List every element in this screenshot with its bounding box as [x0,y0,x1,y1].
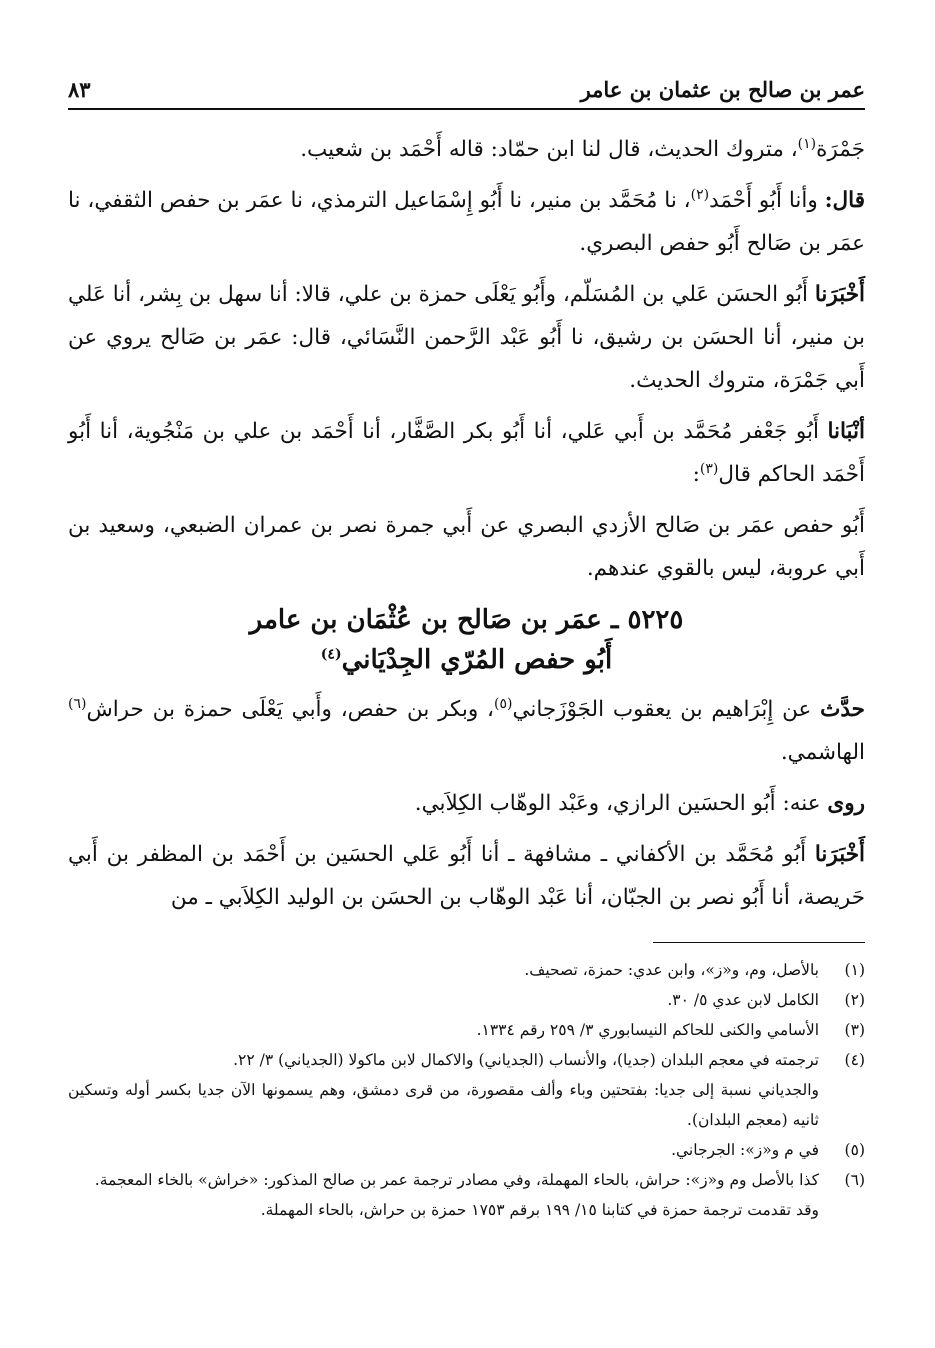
footnote-number: (١) [844,961,865,979]
footnote-number: (٢) [844,991,865,1009]
footnote-6 [68,1165,865,1195]
footnote-ref[interactable]: (٤) [320,646,342,663]
footnote-6-continuation: وقد تقدمت ترجمة حمزة في كتابنا ١٥/ ١٩٩ برقم ١٧٥٣ حمزة بن حراش، بالحاء المهملة. [260,1201,819,1219]
paragraph-lead: حدَّث [820,697,865,722]
footnote-number: (٥) [844,1141,865,1159]
paragraph-lead: أنْبَانا [827,419,865,444]
paragraph-2: قال: وأنا أَبُو أَحْمَد$^{(٢)}$، نا مُحَمَّد بن منير، نا أَبُو إِسْمَاعيل الترمذي، نا عمَر بن حفص الثقفي، نا عمَر بن صَالح أَبُو حفص البصري. [68,186,865,256]
footnote-divider [653,942,865,943]
paragraph-1: جَمْرَة$^{(١)}$، متروك الحديث، قال لنا ابن حمّاد: قاله أَحْمَد بن شعيب. [300,135,865,162]
footnote-ref[interactable]: (٣) [699,460,719,477]
footnote-text: الكامل لابن عدي ٥/ ٣٠. [667,991,819,1009]
paragraph-7: روى عنه: أَبُو الحسَين الرازي، وعَبْد الوهّاب الكِلاَبي. [414,791,865,816]
entry-heading-line-2: أَبُو حفص المُرّي الجِدْيَاني$^{(٤)}$ [320,645,613,675]
footnote-ref[interactable]: (٦) [68,695,87,712]
page-number: ٨٣ [68,77,91,102]
paragraph-lead: أَخْبَرَنا [814,282,865,307]
paragraph-lead: أَخْبَرَنا [814,842,865,867]
main-text [68,128,865,919]
paragraph-4: أنْبَانا أَبُو جَعْفر مُحَمَّد بن أَبي عَلي، أنا أَبُو بكر الصَّفَّار، أنا أَحْمَد بن علي بن مَنْجُوية، أنا أَبُو أَحْمَد الحاكم قال$^{(٣)}$: [68,419,865,487]
footnote-text: الأسامي والكنى للحاكم النيسابوري ٣/ ٢٥٩ رقم ١٣٣٤. [476,1021,819,1039]
footnote-3 [68,1015,865,1045]
running-header [68,70,865,110]
paragraph-5: أَبُو حفص عمَر بن صَالح الأزدي البصري عن أَبي جمرة نصر بن عمران الضبعي، وسعيد بن أَبي عروبة، ليس بالقوي عندهم. [68,513,865,581]
entry-heading-line-1: ٥٢٢٥ ـ عمَر بن صَالح بن عُثْمَان بن عامر [249,605,684,635]
paragraph-3: أَخْبَرَنا أَبُو الحسَن عَلي بن المُسَلّم، وأَبُو يَعْلَى حمزة بن علي، قالا: أنا سهل بن بِشر، أنا عَلي بن منير، أنا الحسَن بن رشيق، نا أَبُو عَبْد الرَّحمن النَّسَائي، قال: عمَر بن صَالح يروي عن أَبي جَمْرَة، متروك الحديث. [68,282,865,393]
footnote-text: ترجمته في معجم البلدان (جديا)، والأنساب (الجدياني) والاكمال لابن ماكولا (الجدياني) ٣/ ٢٢. [233,1051,819,1069]
footnote-2 [68,985,865,1015]
paragraph-8: أَخْبَرَنا أَبُو مُحَمَّد بن الأكفاني ـ مشافهة ـ أنا أَبُو عَلي الحسَين بن أَحْمَد بن المظفر بن أَبي حَريصة، أنا أَبُو نصر بن الجبّان، أنا عَبْد الوهّاب بن الحسَن بن الوليد الكِلاَبي ـ من [68,842,865,910]
entry-heading [68,600,865,680]
paragraph-6: حدَّث عن إِبْرَاهيم بن يعقوب الجَوْزَجاني$^{(٥)}$، وبكر بن حفص، وأَبي يَعْلَى حمزة بن حراش$^{(٦)}$ الهاشمي. [68,695,865,765]
header-title: عمر بن صالح بن عثمان بن عامر [580,77,865,102]
paragraph-lead: قال: [824,188,865,213]
footnote-ref[interactable]: (٢) [690,186,710,203]
footnote-1 [68,955,865,985]
footnote-4-continuation: والجدياني نسبة إلى جديا: بفتحتين وباء وألف مقصورة، من قرى دمشق، وهم يسمونها الآن جديا بكسر أوله وتسكين ثانيه (معجم البلدان). [68,1081,819,1129]
footnote-text: كذا بالأصل وم و«ز»: حراش، بالحاء المهملة، وفي مصادر ترجمة عمر بن صالح المذكور: «خراش» بالخاء المعجمة. [94,1171,819,1189]
footnote-text: بالأصل، وم، و«ز»، وابن عدي: حمزة، تصحيف. [524,961,819,979]
footnote-number: (٦) [844,1171,865,1189]
footnote-ref[interactable]: (٥) [493,695,513,712]
paragraph-lead: روى [827,791,865,816]
footnote-ref[interactable]: (١) [797,135,817,152]
footnote-5 [68,1135,865,1165]
footnote-number: (٤) [844,1051,865,1069]
footnotes [68,955,865,1225]
footnote-number: (٣) [844,1021,865,1039]
footnote-4 [68,1045,865,1075]
footnote-text: في م و«ز»: الجرجاني. [671,1141,819,1159]
